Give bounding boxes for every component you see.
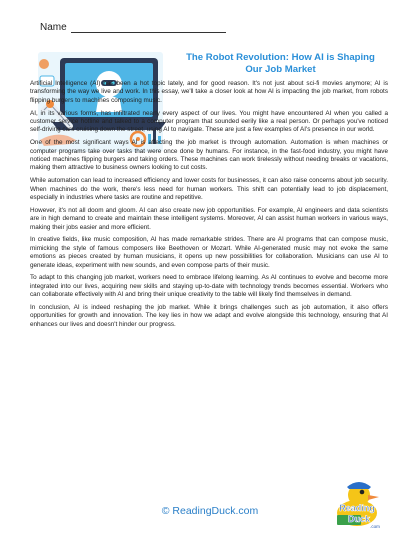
reading-duck-logo [327,475,387,529]
paragraph-2: AI, in its various forms, has infiltrated nearly every aspect of our lives. You might have encountered AI when you called a customer service hotline and talked to a computer program that sounded eerily like a real person. Or perhaps you've noticed self-driving cars cruising down the street, using AI to navigate. These are just a few examples of AI's presence in our world. [30,109,388,134]
logo-word-duck: Duck [347,514,371,524]
duck-beak [368,495,379,500]
article-body [30,80,388,334]
paragraph-intro: Artificial Intelligence (AI) has been a hot topic lately, and for good reason. It's not just about sci-fi movies anymore; AI is transforming the way we live and work. In this essay, we'll take a closer look at how AI is impacting the job market, from robots flipping burgers to machines composing music. [30,80,388,104]
name-label: Name [40,22,67,33]
logo-word-reading: Reading [339,503,375,513]
name-field [40,22,226,33]
title-line-1: The Robot Revolution: How AI is Shaping [186,52,375,63]
title-line-2: Our Job Market [245,63,316,75]
name-blank-line[interactable] [71,22,226,33]
paragraph-3: One of the most significant ways AI is affecting the job market is through automation. Automation is when machines or computer programs take over tasks that were once done by humans. For instance, in the fast-food industry, you might have noticed machines flipping burgers and taking orders. These machines can work tirelessly without needing breaks or vacations, making them attractive to business owners looking to cut costs. [30,139,388,172]
paragraph-8: In conclusion, AI is indeed reshaping the job market. While it brings challenges such as job automation, it also offers opportunities for growth and innovation. The key lies in how we adapt and evolve alongside this technology, ensuring that AI enhances our lives and doesn't hinder our progress. [30,304,388,328]
paragraph-4: While automation can lead to increased efficiency and lower costs for businesses, it can also raise concerns about job security. When machines do the work, there's less need for human workers. This shift can potentially lead to job displacement, especially in industries where tasks are routine and repetitive. [30,177,388,201]
duck-cap [347,482,371,489]
paragraph-6: In creative fields, like music composition, AI has made remarkable strides. There are AI programs that can compose music, mimicking the style of famous composers like Beethoven or Mozart. While AI-generated music may not evoke the same emotions as pieces created by human musicians, it opens up new possibilities for collaboration. Musicians can use AI to generate ideas, experiment with new sounds, and even compose parts of their music. [30,236,388,269]
paragraph-7: To adapt to this changing job market, workers need to embrace lifelong learning. As AI continues to evolve and become more integrated into our lives, acquiring new skills and staying up-to-date with technology trends becomes essential. Workers who can collaborate effectively with AI and bring their unique creativity to the table will likely find themselves in demand. [30,274,388,299]
logo-word-com: .com [370,524,380,529]
readingduck-link[interactable]: © ReadingDuck.com [161,505,259,517]
decor-dot [39,59,49,69]
article-title [173,52,388,76]
paragraph-5: However, it's not all doom and gloom. AI can also create new job opportunities. For example, AI engineers and data scientists are in high demand to create and maintain these intelligent systems. Moreover, AI can assist human workers in various ways, making their jobs easier and more efficient. [30,206,388,231]
